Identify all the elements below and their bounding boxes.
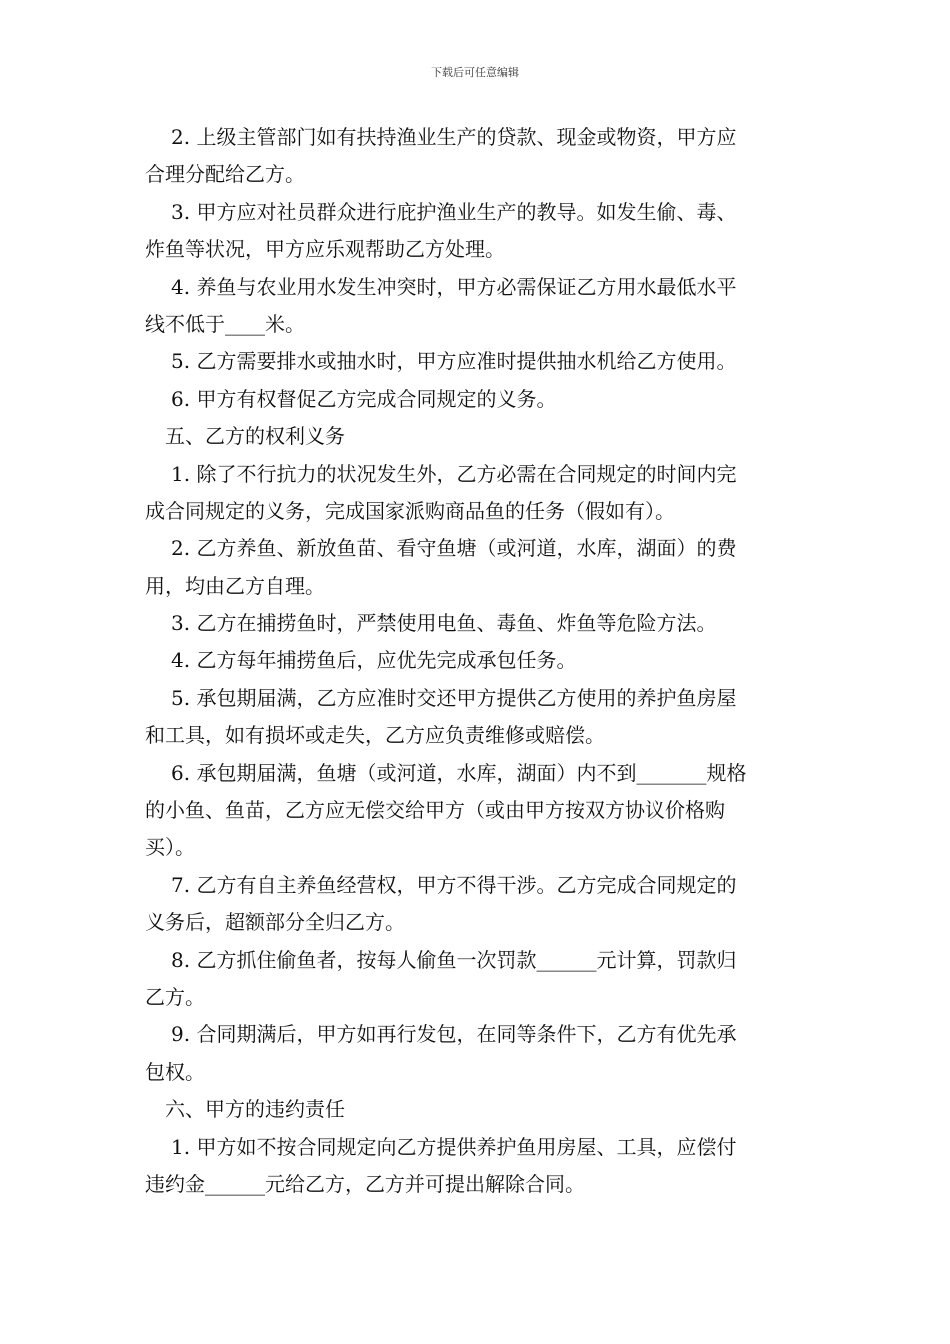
clause-line: 4. 乙方每年捕捞鱼后，应优先完成承包任务。 [171, 648, 577, 673]
clause-line: 5. 乙方需要排水或抽水时，甲方应准时提供抽水机给乙方使用。 [171, 349, 737, 374]
clause-line: 2. 乙方养鱼、新放鱼苗、看守鱼塘（或河道，水库，湖面）的费 [171, 536, 737, 561]
clause-line: 6. 承包期届满，鱼塘（或河道，水库，湖面）内不到_______规格 [171, 760, 747, 785]
document-body [145, 119, 810, 1203]
clause-line: 的小鱼、鱼苗，乙方应无偿交给甲方（或由甲方按双方协议价格购 [145, 798, 725, 823]
clause-line: 线不低于____米。 [145, 311, 305, 336]
clause-line: 成合同规定的义务，完成国家派购商品鱼的任务（假如有）。 [145, 498, 675, 523]
clause-line: 合理分配给乙方。 [145, 162, 305, 187]
clause-line: 6. 甲方有权督促乙方完成合同规定的义务。 [171, 386, 557, 411]
section-heading: 五、乙方的权利义务 [165, 424, 345, 449]
clause-line: 1. 甲方如不按合同规定向乙方提供养护鱼用房屋、工具，应偿付 [171, 1134, 737, 1159]
clause-line: 义务后，超额部分全归乙方。 [145, 910, 405, 935]
clause-line: 3. 甲方应对社员群众进行庇护渔业生产的教导。如发生偷、毒、 [171, 199, 737, 224]
clause-line: 3. 乙方在捕捞鱼时，严禁使用电鱼、毒鱼、炸鱼等危险方法。 [171, 611, 717, 636]
page-header: 下载后可任意编辑 [431, 66, 519, 79]
section-heading: 六、甲方的违约责任 [165, 1097, 345, 1122]
clause-line: 4. 养鱼与农业用水发生冲突时，甲方必需保证乙方用水最低水平 [171, 274, 737, 299]
clause-line: 5. 承包期届满，乙方应准时交还甲方提供乙方使用的养护鱼房屋 [171, 685, 737, 710]
clause-line: 2. 上级主管部门如有扶持渔业生产的贷款、现金或物资，甲方应 [171, 125, 737, 149]
clause-line: 用，均由乙方自理。 [145, 573, 325, 598]
clause-line: 炸鱼等状况，甲方应乐观帮助乙方处理。 [145, 237, 505, 262]
clause-line: 9. 合同期满后，甲方如再行发包，在同等条件下，乙方有优先承 [171, 1022, 737, 1047]
clause-line: 8. 乙方抓住偷鱼者，按每人偷鱼一次罚款______元计算，罚款归 [171, 947, 737, 972]
clause-line: 违约金______元给乙方，乙方并可提出解除合同。 [145, 1171, 585, 1196]
clause-line: 乙方。 [145, 984, 205, 1009]
clause-line: 7. 乙方有自主养鱼经营权，甲方不得干涉。乙方完成合同规定的 [171, 872, 737, 897]
clause-line: 1. 除了不行抗力的状况发生外，乙方必需在合同规定的时间内完 [171, 461, 737, 486]
clause-line: 和工具，如有损坏或走失，乙方应负责维修或赔偿。 [145, 723, 605, 748]
clause-line: 买）。 [145, 835, 195, 860]
clause-line: 包权。 [145, 1059, 205, 1084]
